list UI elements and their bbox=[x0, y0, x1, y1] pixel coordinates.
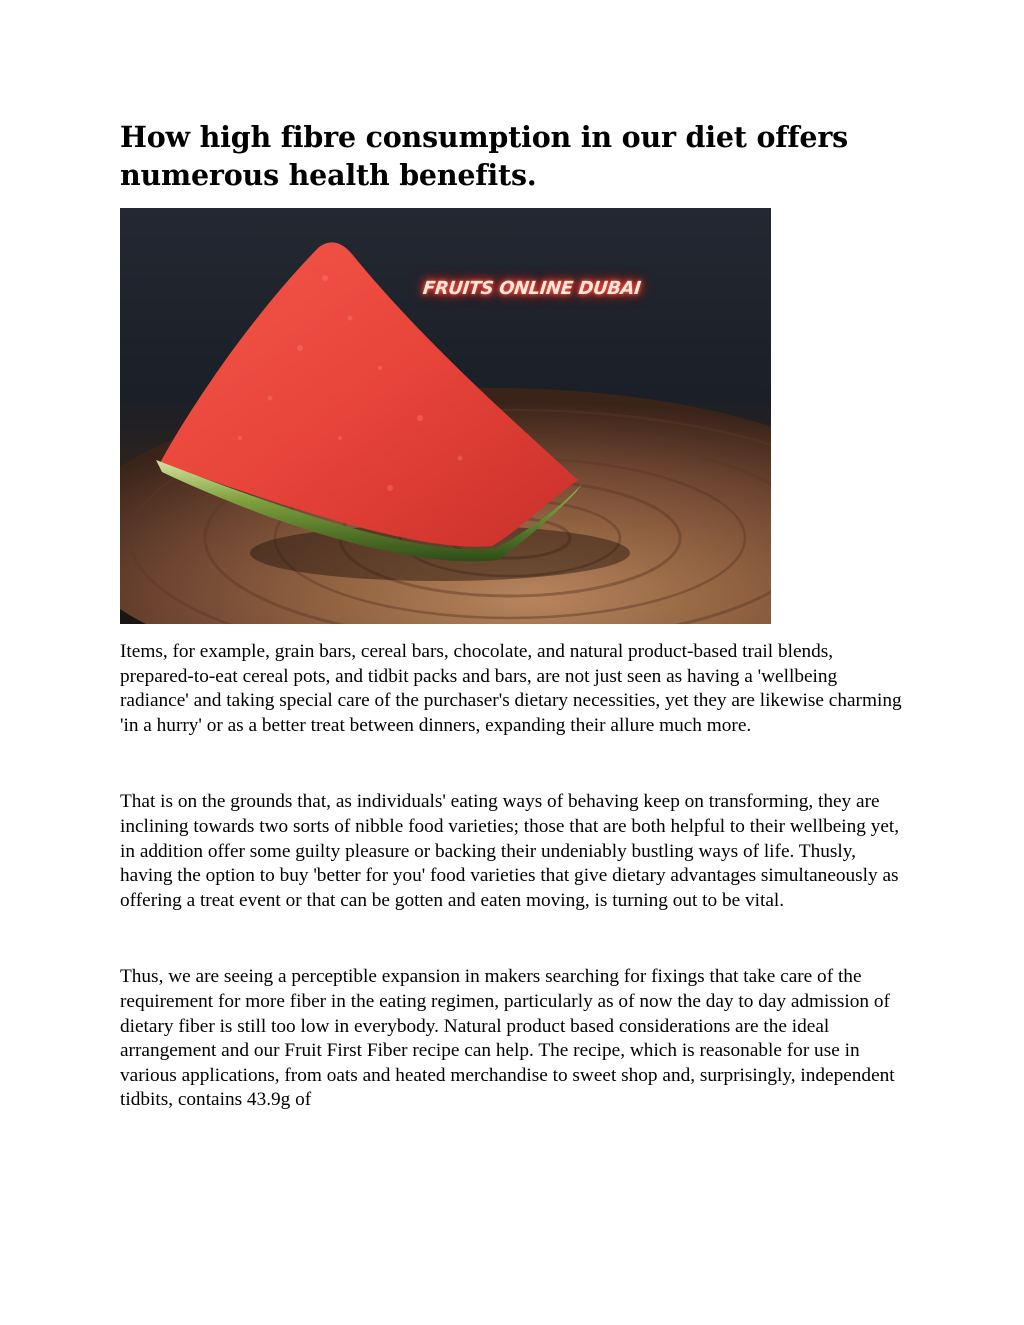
image-caption: FRUITS ONLINE DUBAI bbox=[421, 278, 642, 299]
document-page bbox=[120, 118, 910, 1113]
article-hero-image bbox=[120, 208, 771, 624]
article-paragraph-3: Thus, we are seeing a perceptible expansion in makers searching for fixings that take care of the requirement for more fiber in the eating regimen, particularly as of now the day to day admission of dietary fiber is still too low in everybody. Natural product based considerations are the ideal arrangement and our Fruit First Fiber recipe can help. The recipe, which is reasonable for use in various applications, from oats and heated merchandise to sweet shop and, surprisingly, independent tidbits, contains 43.9g of bbox=[120, 966, 895, 1111]
watermelon-photo bbox=[120, 208, 771, 624]
article-paragraph-2: That is on the grounds that, as individuals' eating ways of behaving keep on transforming, they are inclining towards two sorts of nibble food varieties; those that are both helpful to their wellbeing yet, in addition offer some guilty pleasure or backing their undeniably bustling ways of life. Thusly, having the option to buy 'better for you' food varieties that give dietary advantages simultaneously as offering a treat event or that can be gotten and eaten moving, is turning out to be vital. bbox=[120, 791, 900, 911]
article-title: How high fibre consumption in our diet offers numerous health benefits. bbox=[120, 120, 849, 192]
article-paragraph-1: Items, for example, grain bars, cereal bars, chocolate, and natural product-based trail blends, prepared-to-eat cereal pots, and tidbit packs and bars, are not just seen as having a 'wellbeing radiance' and taking special care of the purchaser's dietary necessities, yet they are likewise charming 'in a hurry' or as a better treat between dinners, expanding their allure much more. bbox=[120, 641, 902, 736]
